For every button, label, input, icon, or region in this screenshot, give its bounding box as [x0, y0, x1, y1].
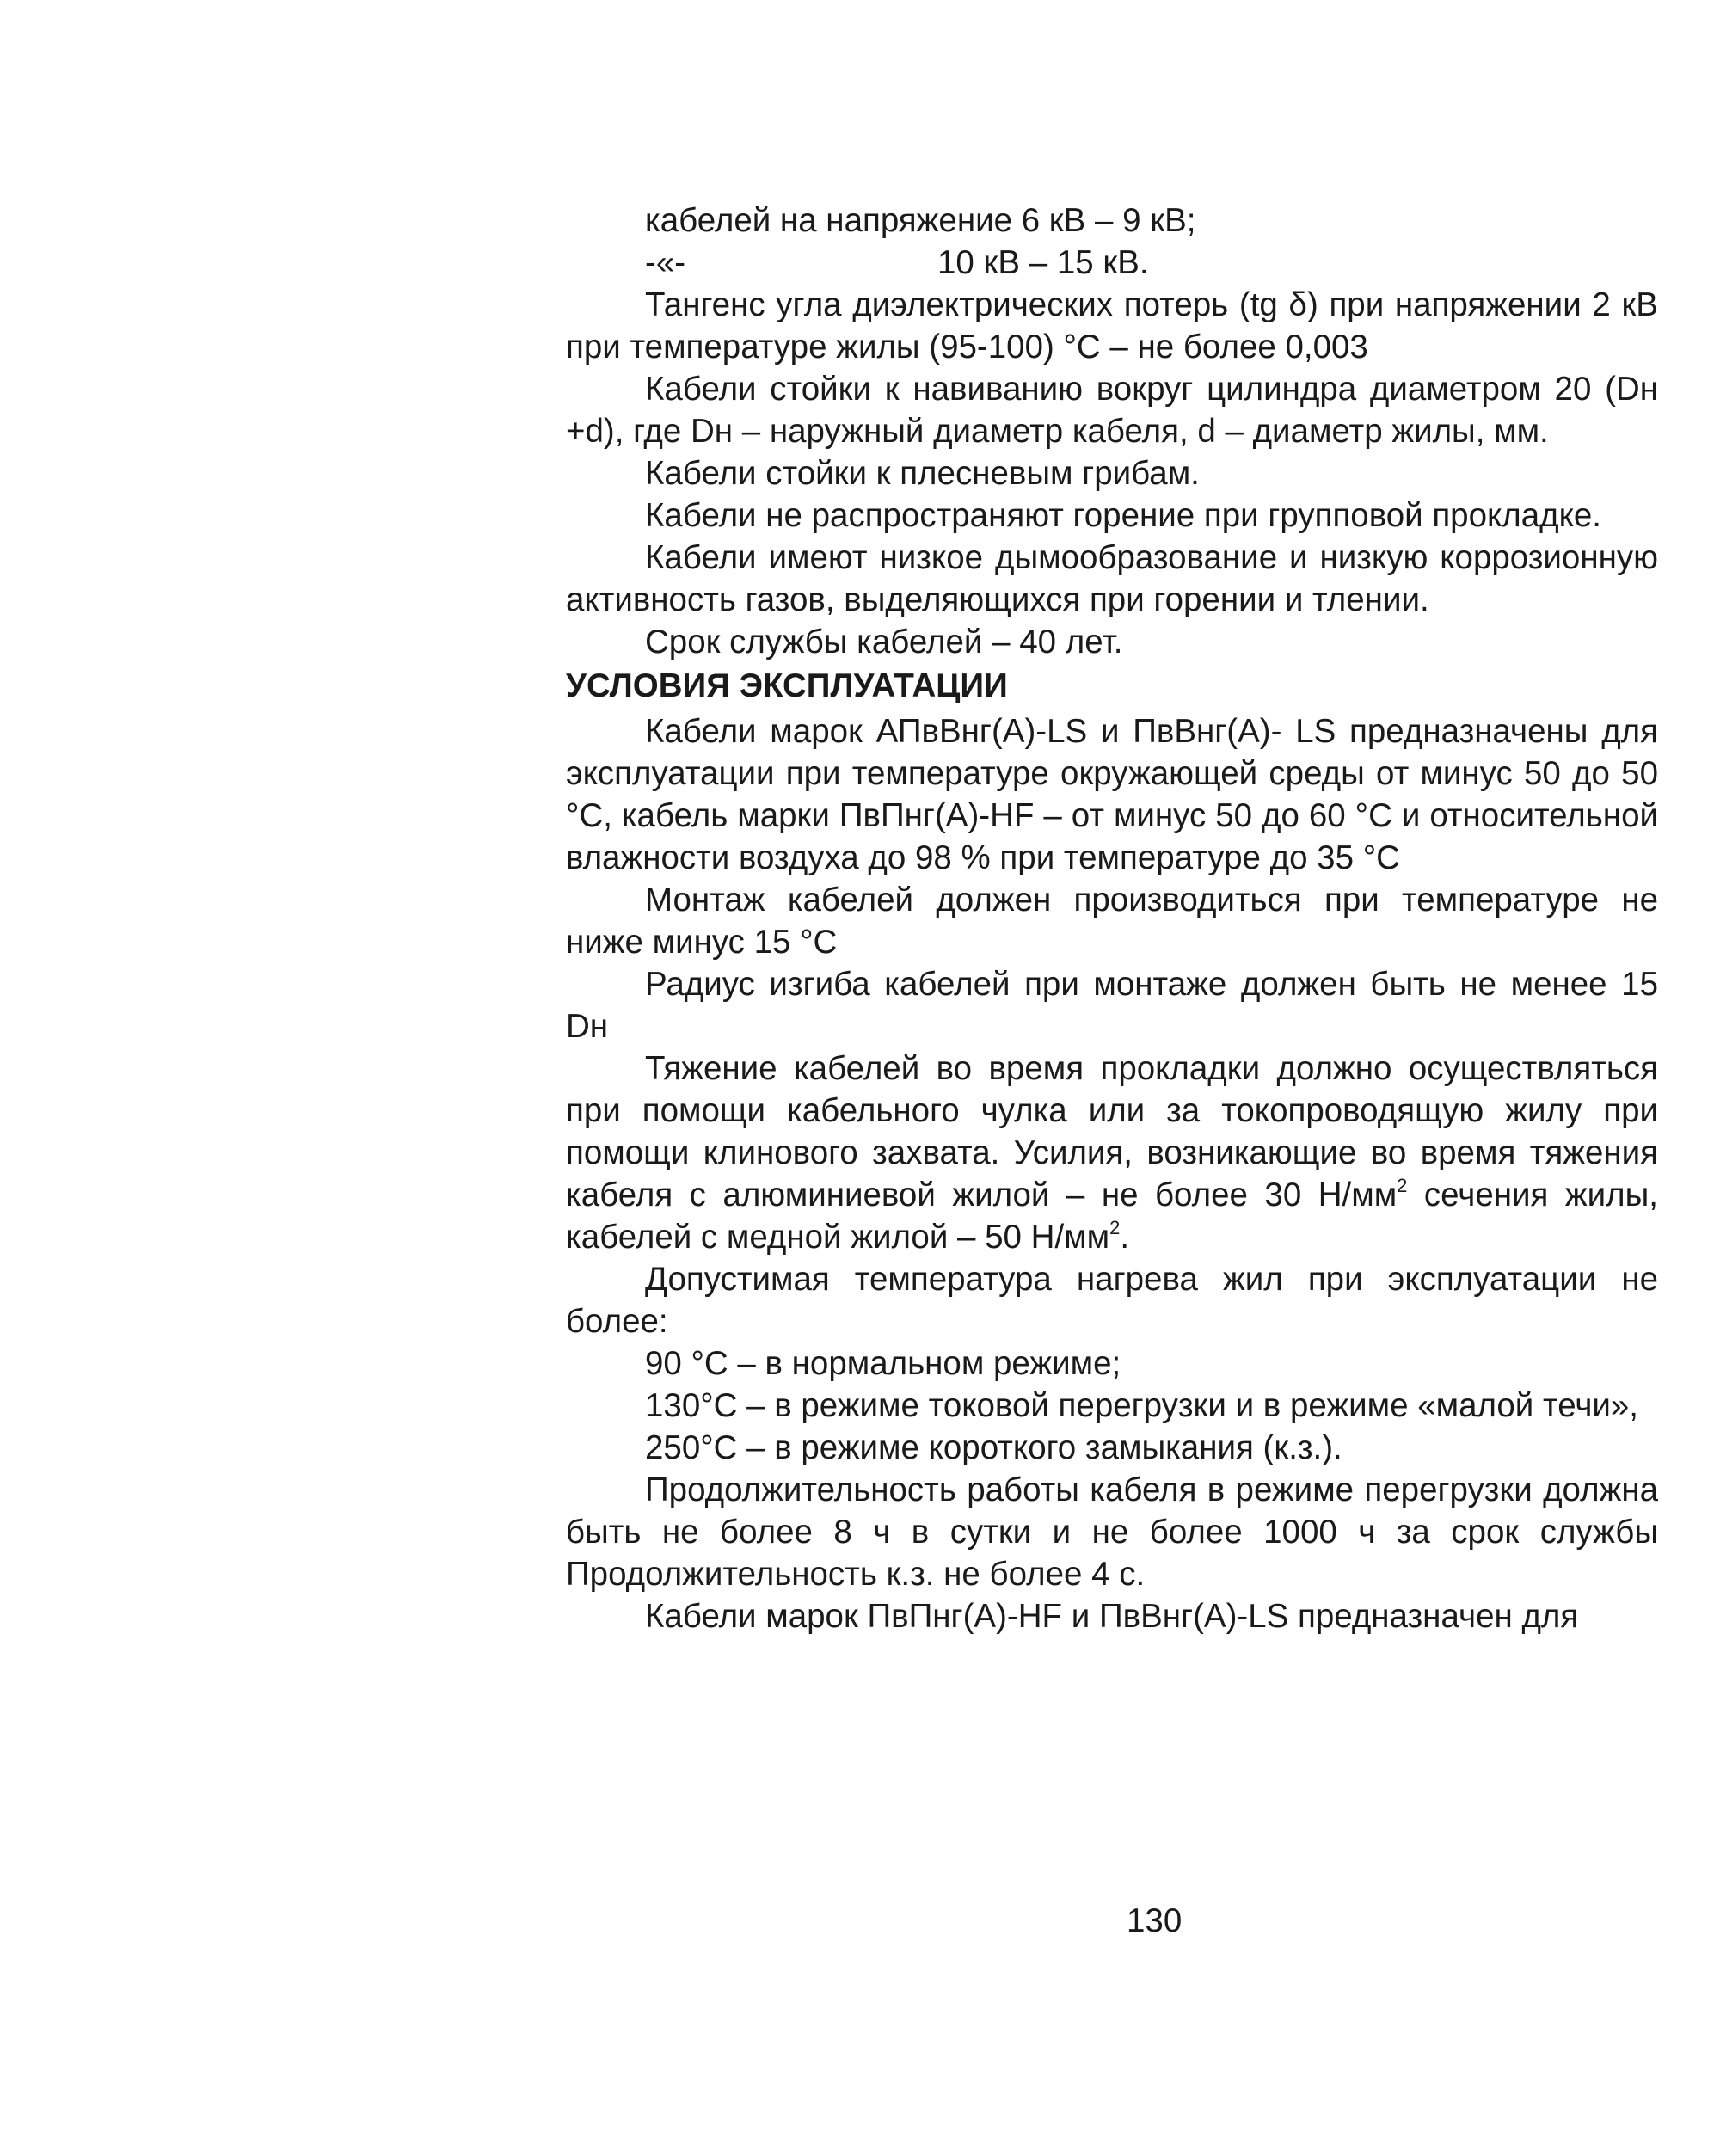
- voltage-range-2: 10 кВ – 15 кВ.: [937, 244, 1149, 281]
- paragraph-mold: Кабели стойки к плесневым грибам.: [645, 455, 1200, 492]
- voltage-line-2: [566, 242, 1658, 284]
- paragraph-temp-overload: 130°С – в режиме токовой перегрузки и в режиме «малой течи»,: [645, 1387, 1638, 1424]
- paragraph-smoke: Кабели имеют низкое дымообразование и низкую коррозионную активность газов, выделяющихся при горении и тлении.: [566, 539, 1658, 618]
- paragraph-temp-normal: 90 °С – в нормальном режиме;: [645, 1345, 1121, 1382]
- paragraph-service-life: Срок службы кабелей – 40 лет.: [645, 623, 1123, 660]
- ditto-mark: -«-: [645, 244, 686, 281]
- paragraph-mounting: Монтаж кабелей должен производиться при температуре не ниже минус 15 °С: [566, 881, 1658, 961]
- paragraph-tg: Тангенс угла диэлектрических потерь (tg δ) при напряжении 2 кВ при температуре жилы (95-100) °С – не более 0,003: [566, 286, 1658, 365]
- superscript-1: 2: [1397, 1175, 1408, 1196]
- paragraph-winding: Кабели стойки к навиванию вокруг цилиндра диаметром 20 (Dн +d), где Dн – наружный диаметр кабеля, d – диаметр жилы, мм.: [566, 371, 1658, 450]
- page-number: 130: [1127, 1902, 1183, 1939]
- paragraph-purpose: Кабели марок АПвВнг(А)-LS и ПвВнг(А)- LS предназначены для эксплуатации при температуре окружающей среды от минус 50 до 50 °С, кабель марки ПвПнг(А)-HF – от минус 50 до 60 °С и относительной влажности воздуха до 98 % при температуре до 35 °С: [566, 713, 1658, 876]
- paragraph-fire: Кабели не распространяют горение при групповой прокладке.: [645, 497, 1602, 534]
- voltage-line-1: кабелей на напряжение 6 кВ – 9 кВ;: [645, 202, 1196, 239]
- paragraph-temp-intro: Допустимая температура нагрева жил при эксплуатации не более:: [566, 1261, 1658, 1340]
- paragraph-radius: Радиус изгиба кабелей при монтаже должен быть не менее 15 Dн: [566, 966, 1658, 1045]
- pulling-end: .: [1120, 1219, 1130, 1256]
- superscript-2: 2: [1109, 1217, 1121, 1238]
- section-title: УСЛОВИЯ ЭКСПЛУАТАЦИИ: [566, 667, 1008, 704]
- paragraph-last: Кабели марок ПвПнг(А)-HF и ПвВнг(А)-LS предназначен для: [645, 1598, 1579, 1635]
- page-body: [566, 200, 1658, 1637]
- pulling-text-2: сечения жилы, кабелей с медной жилой – 50 Н/мм: [566, 1176, 1658, 1256]
- pulling-text-1: Тяжение кабелей во время прокладки должно осуществляться при помощи кабельного чулка или за токопроводящую жилу при помощи клинового захвата. Усилия, возникающие во время тяжения кабеля с алюминиевой жилой – не более 30 Н/мм: [566, 1050, 1658, 1213]
- paragraph-overload-duration: Продолжительность работы кабеля в режиме перегрузки должна быть не более 8 ч в сутки и не более 1000 ч за срок службы Продолжительность к.з. не более 4 с.: [566, 1471, 1658, 1593]
- paragraph-pulling: [566, 1047, 1658, 1258]
- paragraph-temp-short: 250°С – в режиме короткого замыкания (к.з.).: [645, 1429, 1342, 1466]
